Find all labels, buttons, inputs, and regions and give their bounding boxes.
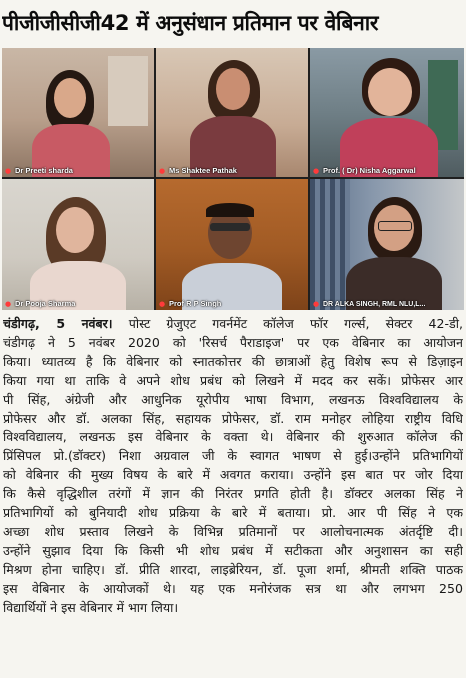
article-line: चंडीगढ़ ने 5 नवंबर 2020 को 'रिसर्च पैराडाइज' पर एक वेबिनार का आयोजन xyxy=(3,334,463,350)
mic-icon: ● xyxy=(159,167,166,175)
participant-tile xyxy=(310,48,464,177)
participant-tile xyxy=(156,179,308,310)
participant-name: Dr Preeti sharda xyxy=(15,166,73,175)
article-line: प्रोफेसर और डॉ. अलका सिंह, सहायक प्रोफेसर, डॉ. राम मनोहर लोहिया राष्ट्रीय विधि xyxy=(3,410,463,426)
participant-name: Dr Pooja Sharma xyxy=(15,299,76,308)
article-line: पी सिंह, अंग्रेजी और आधुनिक यूरोपीय भाषा विभाग, लखनऊ विश्वविद्यालय के xyxy=(3,391,463,407)
participant-name: Prof R P Singh xyxy=(169,299,222,308)
article-line: विद्यार्थियों ने इस वेबिनार में भाग लिया। xyxy=(3,599,179,615)
participant-name: Ms Shaktee Pathak xyxy=(169,166,237,175)
article-line: अच्छा शोध प्रस्ताव लिखने के विभिन्न प्रतिमानों पर आलोचनात्मक अंतर्दृष्टि दी। xyxy=(3,523,463,539)
article-line: कि कैसे वृद्धिशील तरंगों में ज्ञान की निरंतर प्रगति होती है। डॉक्टर अलका सिंह ने xyxy=(3,486,463,502)
participant-tile xyxy=(2,48,154,177)
mic-icon: ● xyxy=(5,300,12,308)
article-line: किया गया था ताकि वे अपने शोध प्रबंध को लिखने में मदद कर सकें। प्रोफेसर आर xyxy=(3,372,463,388)
article-line: इस वेबिनार के आयोजकों थे। यह एक मनोरंजक सत्र था और लगभग 250 xyxy=(3,580,463,596)
participant-tile xyxy=(2,179,154,310)
participant-tile xyxy=(310,179,464,310)
webinar-screenshot-grid xyxy=(2,48,464,310)
article-line: विश्वविद्यालय, लखनऊ इस वेबिनार के वक्ता थे। वेबिनार की शुरुआत कॉलेज की xyxy=(3,429,463,445)
mic-icon: ● xyxy=(5,167,12,175)
article-line: मिश्रण होना चाहिए। डॉ. प्रीति शारदा, लाइब्रेरियन, डॉ. पूजा शर्मा, श्रीमती शक्ति पाठक xyxy=(3,561,463,577)
article-line: चंडीगढ़, 5 नवंबर। पोस्ट ग्रेजुएट गवर्नमेंट कॉलेज फॉर गर्ल्स, सेक्टर 42-डी, xyxy=(3,316,463,331)
article-line: को वेबिनार की मुख्य विषय के बारे में अवगत कराया। उन्होंने इस बात पर जोर दिया xyxy=(3,467,463,483)
participant-tile xyxy=(156,48,308,177)
mic-icon: ● xyxy=(313,167,320,175)
dateline: चंडीगढ़, 5 नवंबर। xyxy=(3,316,113,331)
article-line: उन्होंने सुझाव दिया कि किसी भी शोध प्रबंध में सटीकता और अनुशासन का सही xyxy=(3,542,463,558)
article-body xyxy=(3,315,463,618)
mic-icon: ● xyxy=(159,300,166,308)
participant-name: DR ALKA SINGH, RML NLU,L... xyxy=(323,301,426,308)
participant-name: Prof. ( Dr) Nisha Aggarwal xyxy=(323,166,416,175)
article-line: किया। ध्यातव्य है कि वेबिनार को स्नातकोत्तर की छात्राओं हेतु विशेष रूप से डिज़ाइन xyxy=(3,353,463,369)
article-line: प्रिंसिपल प्रो.(डॉक्टर) निशा अग्रवाल जी के स्वागत भाषण से हुई।उन्होंने प्रतिभागियों xyxy=(3,448,463,464)
article-line: प्रतिभागियों को बुनियादी शोध प्रक्रिया के बारे में बताया। प्रो. आर पी सिंह ने एक xyxy=(3,505,463,521)
headline: पीजीजीसीजी42 में अनुसंधान प्रतिमान पर वेबिनार xyxy=(2,11,379,35)
mic-icon: ● xyxy=(313,300,320,308)
